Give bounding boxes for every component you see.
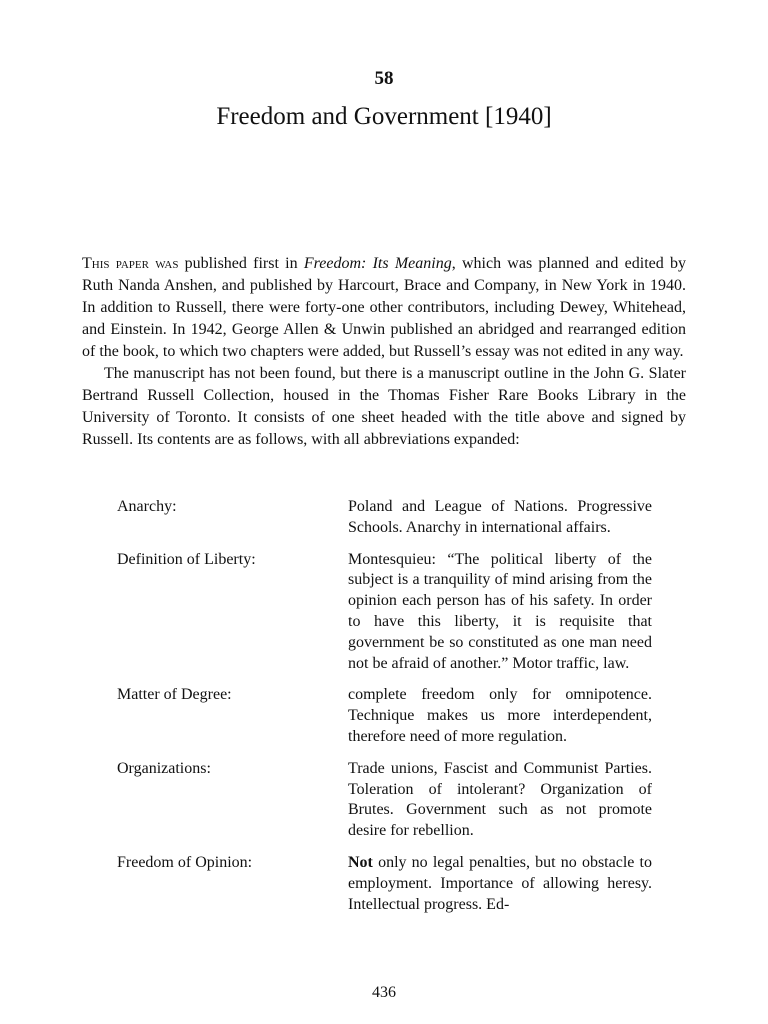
chapter-title: Freedom and Government [1940] bbox=[216, 103, 552, 130]
outline-text: Montesquieu: “The political liberty of the subject is a tranquility of mind arising from the opinion each person has of his safety. In order to have this liberty, it is requisite that government be so constituted as one man need not be afraid of another.” Motor traffic, law. bbox=[348, 550, 652, 672]
outline-label: Freedom of Opinion: bbox=[117, 853, 253, 871]
outline-label: Organizations: bbox=[117, 759, 211, 777]
outline-text: Trade unions, Fascist and Communist Parties. Toleration of intolerant? Organization of Brutes. Government such as not promote desire for rebellion. bbox=[348, 759, 652, 840]
outline-row-definition-of-liberty bbox=[117, 550, 652, 675]
intro-p1-part-a: published first in bbox=[178, 255, 304, 272]
outline-row-organizations bbox=[117, 759, 652, 842]
outline-text: complete freedom only for omnipotence. Technique makes us more interdependent, therefore need of more regulation. bbox=[348, 686, 652, 745]
outline-row-freedom-of-opinion bbox=[117, 853, 652, 915]
outline-label: Anarchy: bbox=[117, 498, 177, 515]
outline-text-rest: only no legal penalties, but no obstacle to employment. Importance of allowing heresy. Intellectual progress. Ed- bbox=[348, 853, 652, 913]
outline-text: Poland and League of Nations. Progressive Schools. Anarchy in international affairs. bbox=[348, 498, 652, 536]
outline-row-matter-of-degree bbox=[117, 685, 652, 747]
manuscript-outline bbox=[117, 497, 652, 926]
intro-text bbox=[82, 253, 686, 451]
outline-bold-word: Not bbox=[348, 853, 373, 871]
page-number: 436 bbox=[372, 984, 396, 1001]
outline-label: Definition of Liberty: bbox=[117, 550, 256, 568]
outline-label: Matter of Degree: bbox=[117, 686, 232, 704]
chapter-number: 58 bbox=[374, 68, 394, 89]
intro-p1-part-b: , which was planned and edited by Ruth Nanda Anshen, and published by Harcourt, Brace and Company, in New York in 1940. In addition to Russell, there were forty-one other contributors, including Dewey, Whitehead, and Einstein. In 1942, George Allen & Unwin published an abridged and rearranged edition of the book, to which two chapters were added, but Russell’s essay was not edited in any way. bbox=[82, 255, 687, 360]
outline-text bbox=[348, 853, 652, 915]
lead-in-smallcaps: This paper was bbox=[82, 255, 179, 272]
book-title: Freedom: Its Meaning bbox=[303, 255, 452, 272]
outline-row-anarchy bbox=[117, 497, 652, 539]
intro-paragraph-2: The manuscript has not been found, but there is a manuscript outline in the John G. Slater Bertrand Russell Collection, housed in the Thomas Fisher Rare Books Library in the University of Toronto. It consists of one sheet headed with the title above and signed by Russell. Its contents are as follows, with all abbreviations expanded: bbox=[82, 365, 686, 448]
intro-paragraph-1 bbox=[82, 253, 686, 363]
